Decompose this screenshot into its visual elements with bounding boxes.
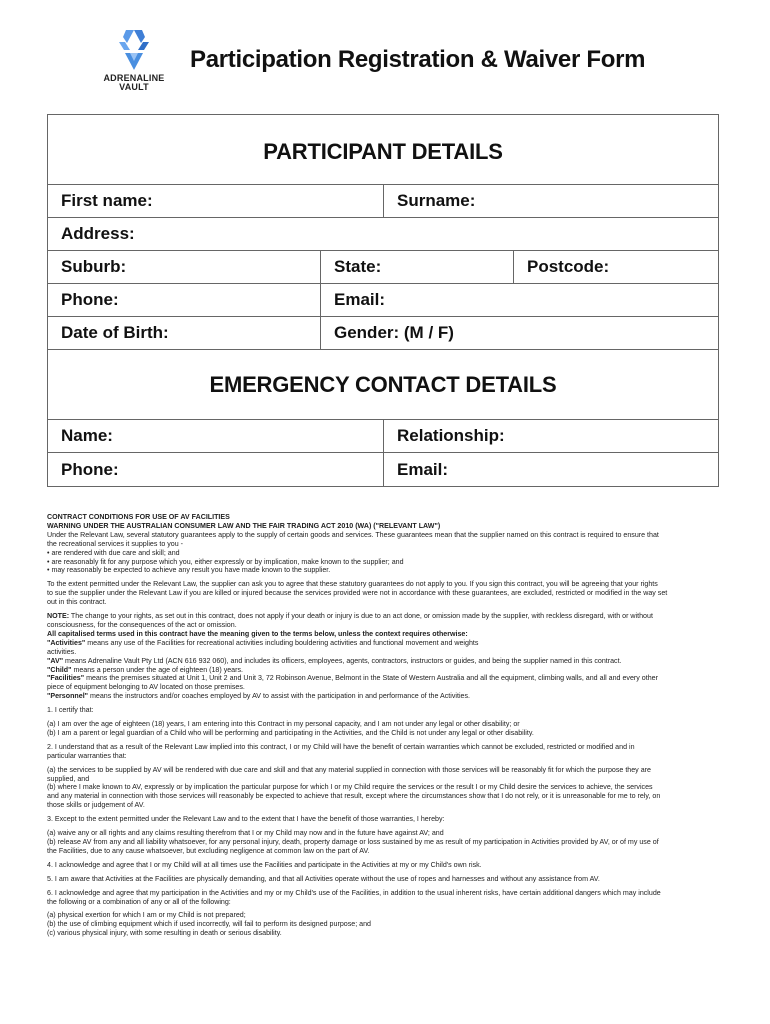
term-label: "Personnel" [47,692,89,701]
logo-wordmark [96,74,172,92]
note-line [47,612,719,621]
page-title: Participation Registration & Waiver Form [190,46,646,73]
date-of-birth-field[interactable]: Date of Birth: [48,317,321,349]
logo-mark-icon [116,28,152,72]
logo-line-2: VAULT [119,82,149,92]
term-label: "Facilities" [47,674,85,683]
contract-bullet: • may reasonably be expected to achieve any result you have made known to the supplier. [47,566,331,575]
suburb-row [48,251,718,284]
term-text: means the instructors and/or coaches employed by AV to assist with the participation in and performance of the Activities. [88,692,470,701]
clause-2: 2. I understand that as a result of the Relevant Law implied into this contract, I or my Child will have the benefit of certain warranties which cannot be excluded, restricted or modified and in [47,742,635,751]
suburb-field[interactable]: Suburb: [48,251,321,283]
term-text: means the premises situated at Unit 1, Unit 2 and Unit 3, 72 Robinson Avenue, Belmont in the State of Western Australia and all the equipment, climbing walls, and all and every other [84,674,658,683]
emergency-phone-field[interactable]: Phone: [48,453,384,486]
clause-1: 1. I certify that: [47,706,94,715]
dob-gender-row [48,317,718,350]
clause-3a: (a) waive any or all rights and any claims resulting therefrom that I or my Child may now and in the future have against AV; and [47,829,444,838]
contract-bullet: • are reasonably fit for any purpose which you, either expressly or by implication, make known to the supplier; and [47,557,404,566]
clause-6: 6. I acknowledge and agree that my participation in the Activities and my or my Child's use of the Facilities, in addition to the usual inherent risks, have certain additional dangers which may include [47,888,661,897]
clause-2b: (b) where I make known to AV, expressly or by implication the particular purpose for which I or my Child require the services or the result I or my Child desire the services to achieve, the services [47,783,653,792]
contract-warning-title: WARNING UNDER THE AUSTRALIAN CONSUMER LAW AND THE FAIR TRADING ACT 2010 (WA) ("RELEVANT LAW") [47,521,441,530]
clause-4: 4. I acknowledge and agree that I or my Child will at all times use the Facilities and participate in the Activities at my or my Child's own risk. [47,860,482,869]
name-row [48,185,718,218]
gender-field[interactable]: Gender: (M / F) [334,323,454,342]
term-label: "Child" [47,665,72,674]
contract-text: the recreational services it supplies to you - [47,539,184,548]
email-field[interactable]: Email: [334,290,386,309]
clause-6b: (b) the use of climbing equipment which if used incorrectly, will fail to perform its designed purpose; and [47,920,371,929]
adrenaline-vault-logo [96,28,172,98]
contract-text: piece of equipment belonging to AV located on those premises. [47,683,245,692]
postcode-field[interactable]: Postcode: [527,257,610,276]
definition-child [47,666,719,675]
participant-details-heading: PARTICIPANT DETAILS [48,115,718,185]
clause-3: 3. Except to the extent permitted under the Relevant Law and to the extent that I have the benefit of those warranties, I hereby: [47,815,445,824]
contract-text: consciousness, for the consequences of the act or omission. [47,620,237,629]
clause-6c: (c) various physical injury, with some resulting in death or serious disability. [47,929,282,938]
definition-personnel [47,692,719,701]
registration-form-table [47,114,719,487]
contract-text: Under the Relevant Law, several statutory guarantees apply to the supply of certain goods and services. These guarantees mean that the supplier named on this contract is required to ensure that [47,530,659,539]
emergency-phone-row [48,453,718,486]
clause-6a: (a) physical exertion for which I am or my Child is not prepared; [47,911,246,920]
term-label: "Activities" [47,638,86,647]
clause-2a: supplied, and [47,774,90,783]
definition-facilities [47,674,719,683]
contract-bullet: • are rendered with due care and skill; and [47,548,180,557]
first-name-field[interactable]: First name: [48,185,384,217]
term-text: means Adrenaline Vault Pty Ltd (ACN 616 932 060), and includes its officers, employees, agents, contractors, instructors or guides, and being the supplier named in this contract. [63,656,622,665]
contract-text: activities. [47,647,77,656]
clause-6: the following or a combination of any or all of the following: [47,897,231,906]
phone-email-row [48,284,718,317]
emergency-name-field[interactable]: Name: [48,420,384,452]
contract-text: to sue the supplier under the Relevant Law if you are killed or injured because the services provided were not in accordance with these guarantees, are excluded, restricted or modified in the way set [47,589,668,598]
clause-2b: those skills or judgement of AV. [47,801,145,810]
clause-1a: (a) I am over the age of eighteen (18) years, I am entering into this Contract in my personal capacity, and I am not under any legal or other disability; or [47,720,520,729]
term-label: "AV" [47,656,64,665]
contract-text: To the extent permitted under the Relevant Law, the supplier can ask you to agree that these statutory guarantees do not apply to you. If you sign this contract, you will be agreeing that your rights [47,580,658,589]
definition-av [47,657,719,666]
clause-1b: (b) I am a parent or legal guardian of a Child who will be performing and participating in the Activities, and the Child is not under any legal or other disability. [47,728,534,737]
logo-line-1: ADRENALINE [103,73,165,83]
clause-2a: (a) the services to be supplied by AV will be rendered with due care and skill and that any material supplied in connection with those services will be reasonably fit for which the purpose they are [47,765,651,774]
emergency-name-row [48,420,718,453]
state-field[interactable]: State: [321,251,514,283]
clause-3b: the Facilities, due to any cause whatsoever, but excluding negligence at common law on the part of AV. [47,846,370,855]
note-label: NOTE: [47,612,70,621]
clause-2b: and any material in connection with those services will reasonably be expected to achieve that result, except where the circumstances show that I do not rely, or it is unreasonable for me to rely, on [47,792,661,801]
surname-field[interactable]: Surname: [397,191,476,210]
phone-field[interactable]: Phone: [48,284,321,316]
contract-text: out in this contract. [47,598,107,607]
term-text: means a person under the age of eighteen (18) years. [71,665,244,674]
emergency-email-field[interactable]: Email: [397,459,449,479]
address-row [48,218,718,251]
form-header [0,0,770,110]
note-text: The change to your rights, as set out in this contract, does not apply if your death or injury is due to an act done, or omission made by the supplier, with reckless disregard, with or without [69,612,653,621]
term-text: means any use of the Facilities for recreational activities including bouldering activities and functional movement and weights [85,638,479,647]
clause-2: particular warranties that: [47,751,127,760]
relationship-field[interactable]: Relationship: [397,426,505,445]
clause-3b: (b) release AV from any and all liability whatsoever, for any personal injury, death, property damage or loss sustained by me as result of my participation in Activities provided by AV, or of my use of [47,838,659,846]
contract-title: CONTRACT CONDITIONS FOR USE OF AV FACILITIES [47,513,230,521]
address-field[interactable]: Address: [61,224,135,243]
emergency-contact-heading: EMERGENCY CONTACT DETAILS [48,350,718,420]
terms-heading: All capitalised terms used in this contract have the meaning given to the terms below, unless the context requires otherwise: [47,629,468,638]
definition-activities [47,639,719,648]
contract-conditions [47,513,719,943]
clause-5: 5. I am aware that Activities at the Facilities are physically demanding, and that all Activities operate without the use of ropes and harnesses and without any assistance from AV. [47,874,600,883]
